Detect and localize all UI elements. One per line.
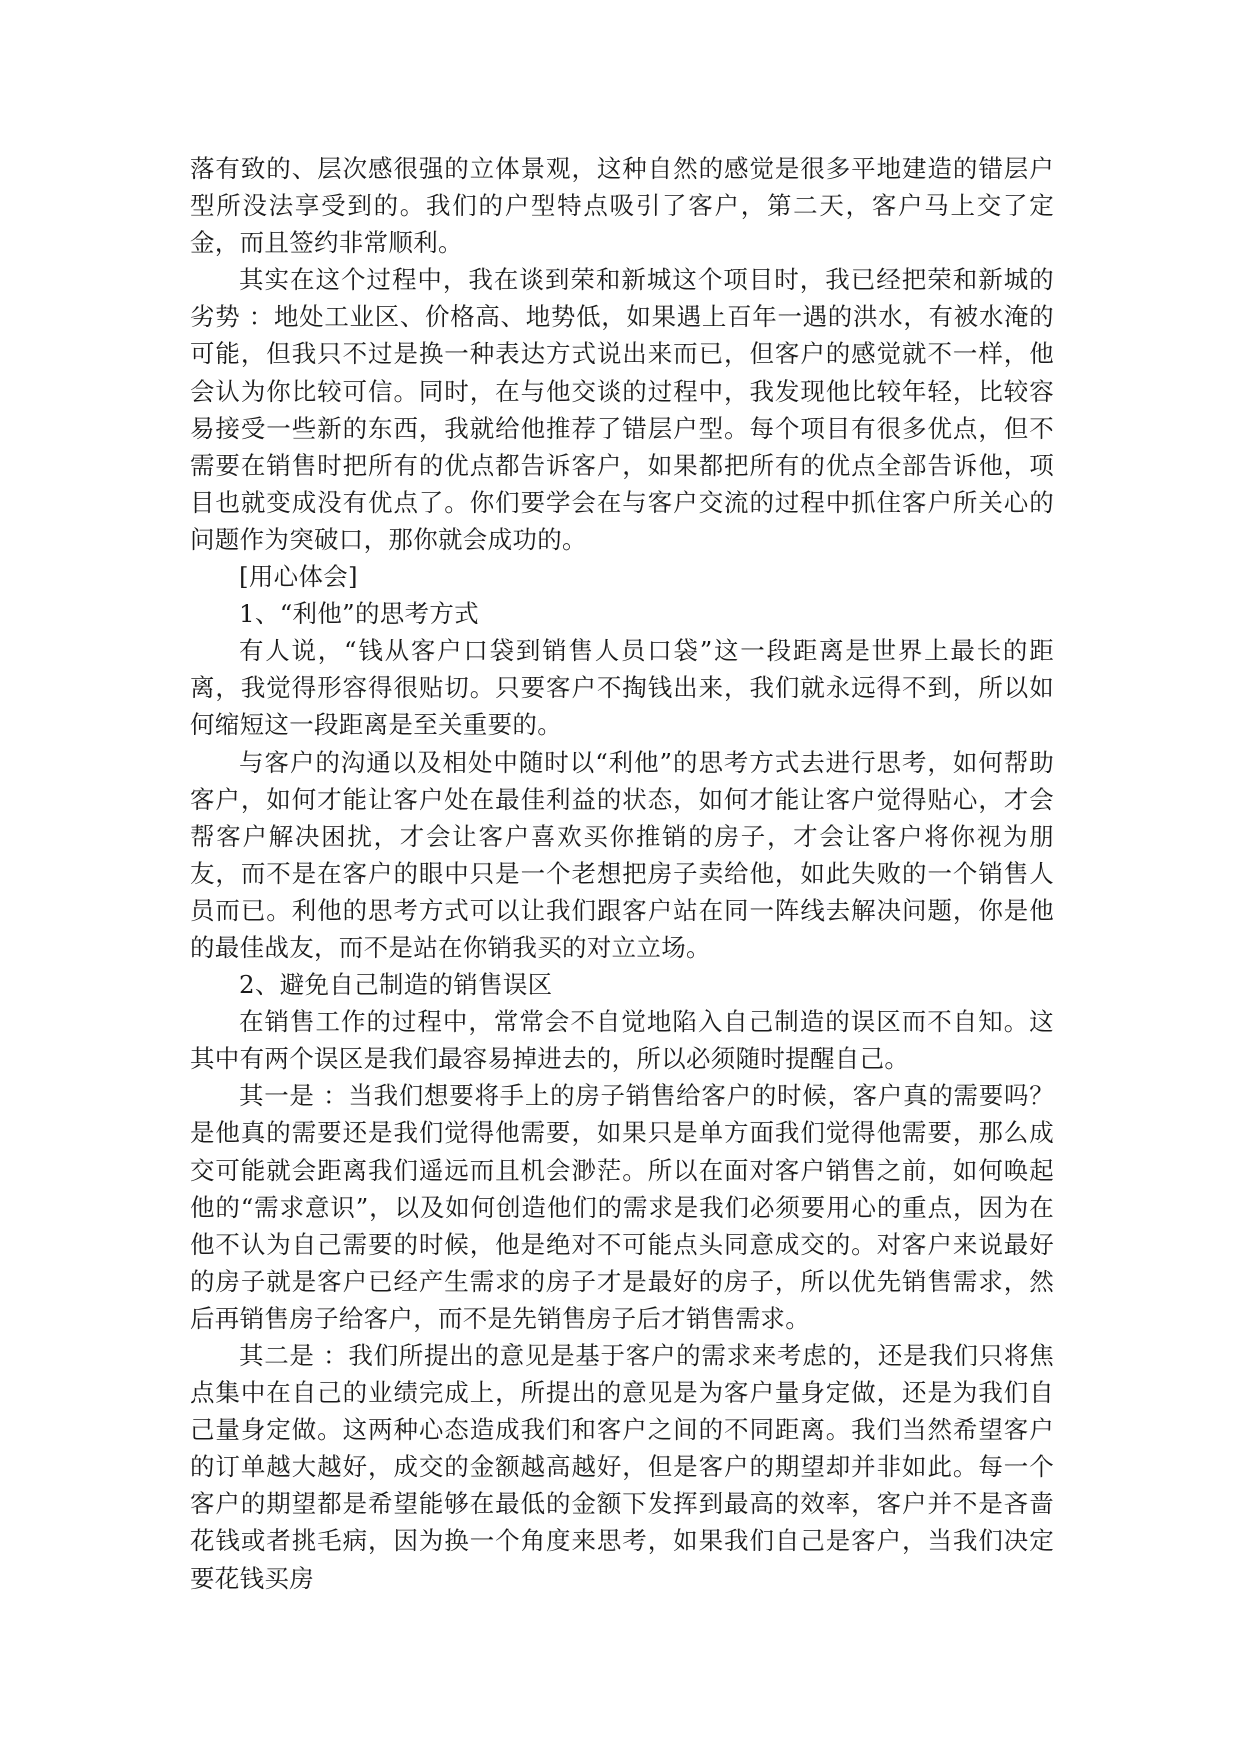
paragraph-continued: 落有致的、层次感很强的立体景观，这种自然的感觉是很多平地建造的错层户型所没法享受到的。我们的户型特点吸引了客户，第二天，客户马上交了定金，而且签约非常顺利。 bbox=[190, 154, 1054, 258]
paragraph-disadvantages: 其实在这个过程中，我在谈到荣和新城这个项目时，我已经把荣和新城的劣势 ：地处工业区、价格高、地势低，如果遇上百年一遇的洪水，有被水淹的可能，但我只不过是换一种表达方式说出来而已，但客户的感觉就不一样，他会认为你比较可信。同时，在与他交谈的过程中，我发现他比较年轻，比较容易接受一些新的东西，我就给他推荐了错层户型。每个项目有很多优点，但不需要在销售时把所有的优点都告诉客户，如果都把所有的优点全部告诉他，项目也就变成没有优点了。你们要学会在与客户交流的过程中抓住客户所关心的问题作为突破口，那你就会成功的。 bbox=[190, 265, 1054, 554]
paragraph-pitfall-one: 其一是 ：当我们想要将手上的房子销售给客户的时候，客户真的需要吗？是他真的需要还是我们觉得他需要，如果只是单方面我们觉得他需要，那么成交可能就会距离我们遥远而且机会渺茫。所以在面对客户销售之前，如何唤起他的“需求意识”，以及如何创造他们的需求是我们必须要用心的重点，因为在他不认为自己需要的时候，他是绝对不可能点头同意成交的。对客户来说最好的房子就是客户已经产生需求的房子才是最好的房子，所以优先销售需求，然后再销售房子给客户，而不是先销售房子后才销售需求。 bbox=[190, 1081, 1054, 1333]
paragraph-altruism: 与客户的沟通以及相处中随时以“利他”的思考方式去进行思考，如何帮助客户，如何才能让客户处在最佳利益的状态，如何才能让客户觉得贴心，才会帮客户解决困扰，才会让客户喜欢买你推销的房子，才会让客户将你视为朋友，而不是在客户的眼中只是一个老想把房子卖给他，如此失败的一个销售人员而已。利他的思考方式可以让我们跟客户站在同一阵线去解决问题，你是他的最佳战友，而不是站在你销我买的对立立场。 bbox=[190, 747, 1054, 962]
section-heading-insight: [用心体会] bbox=[239, 562, 358, 592]
subheading-sales-pitfalls: 2、避免自己制造的销售误区 bbox=[239, 970, 553, 1000]
paragraph-pitfalls-intro: 在销售工作的过程中，常常会不自觉地陷入自己制造的误区而不自知。这其中有两个误区是我们最容易掉进去的，所以必须随时提醒自己。 bbox=[190, 1007, 1054, 1074]
paragraph-pitfall-two: 其二是 ：我们所提出的意见是基于客户的需求来考虑的，还是我们只将焦点集中在自己的业绩完成上，所提出的意见是为客户量身定做，还是为我们自己量身定做。这两种心态造成我们和客户之间的不同距离。我们当然希望客户的订单越大越好，成交的金额越高越好，但是客户的期望却并非如此。每一个客户的期望都是希望能够在最低的金额下发挥到最高的效率，客户并不是吝啬花钱或者挑毛病，因为换一个角度来思考，如果我们自己是客户，当我们决定要花钱买房 bbox=[190, 1341, 1054, 1593]
subheading-altruistic-thinking: 1、“利他”的思考方式 bbox=[239, 599, 479, 629]
document-body bbox=[190, 150, 1054, 1597]
paragraph-longest-distance: 有人说，“钱从客户口袋到销售人员口袋”这一段距离是世界上最长的距离，我觉得形容得很贴切。只要客户不掏钱出来，我们就永远得不到，所以如何缩短这一段距离是至关重要的。 bbox=[190, 636, 1054, 740]
